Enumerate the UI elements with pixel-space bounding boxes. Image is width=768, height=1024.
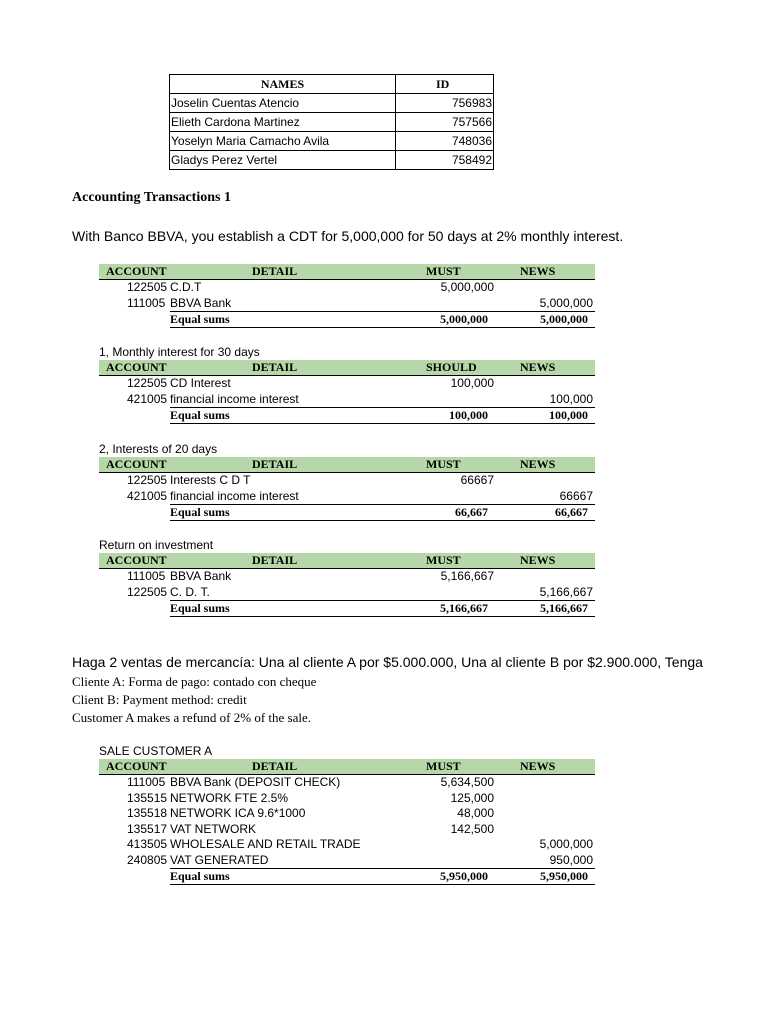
account-detail: financial income interest — [170, 391, 299, 406]
equal-sums-row — [170, 407, 595, 424]
account-detail: NETWORK ICA 9.6*1000 — [170, 806, 306, 820]
sum-news: 5,950,000 — [540, 869, 588, 883]
table-row — [99, 296, 595, 312]
account-code: 135515 — [127, 790, 168, 805]
sum-must: 100,000 — [449, 408, 488, 422]
account-detail: C.D.T — [170, 280, 202, 294]
table-row — [99, 806, 595, 822]
student-id: 757566 — [396, 113, 494, 132]
must-value: 66667 — [460, 473, 494, 487]
table-row — [99, 853, 595, 869]
news-header: NEWS — [520, 457, 556, 471]
sum-news: 5,166,667 — [540, 601, 588, 615]
news-value: 100,000 — [549, 391, 593, 406]
account-code: 135517 — [127, 821, 168, 836]
equal-sums-row — [170, 868, 595, 885]
entry-header — [99, 759, 595, 775]
news-header: NEWS — [520, 264, 556, 278]
sum-news: 100,000 — [549, 408, 588, 422]
news-header: NEWS — [520, 759, 556, 773]
client-b-text: Client B: Payment method: credit — [72, 692, 247, 707]
journal-entry-return-on-investment — [99, 538, 595, 617]
news-value: 5,000,000 — [539, 837, 593, 851]
account-detail: financial income interest — [170, 488, 299, 503]
account-detail: VAT GENERATED — [170, 852, 269, 867]
student-id: 748036 — [396, 132, 494, 151]
news-value: 5,000,000 — [539, 295, 593, 310]
table-row — [99, 392, 595, 408]
news-value: 5,166,667 — [539, 584, 593, 599]
sum-label: Equal sums — [170, 505, 230, 519]
must-value: 5,166,667 — [440, 569, 494, 583]
account-code: 111005 — [127, 775, 166, 789]
entry-header — [99, 360, 595, 376]
journal-entry-sale-customer-a — [99, 744, 595, 885]
account-header: ACCOUNT — [106, 264, 167, 278]
must-header: SHOULD — [426, 360, 477, 374]
detail-header: DETAIL — [252, 759, 298, 773]
account-detail: WHOLESALE AND RETAIL TRADE — [170, 837, 361, 851]
account-header: ACCOUNT — [106, 360, 167, 374]
table-row — [99, 791, 595, 807]
student-name: Gladys Perez Vertel — [170, 151, 396, 170]
must-header: MUST — [426, 553, 461, 567]
names-column-header: NAMES — [170, 75, 396, 94]
news-header: NEWS — [520, 553, 556, 567]
must-header: MUST — [426, 759, 461, 773]
entry-header — [99, 264, 595, 280]
news-header: NEWS — [520, 360, 556, 374]
entry-label: 2, Interests of 20 days — [99, 442, 218, 456]
account-header: ACCOUNT — [106, 759, 167, 773]
detail-header: DETAIL — [252, 264, 298, 278]
detail-header: DETAIL — [252, 553, 298, 567]
student-name: Yoselyn Maria Camacho Avila — [170, 132, 396, 151]
table-row — [170, 113, 494, 132]
student-id: 758492 — [396, 151, 494, 170]
table-row — [99, 376, 595, 392]
news-value: 950,000 — [549, 852, 593, 867]
section-title: Accounting Transactions 1 — [72, 190, 231, 205]
account-code: 111005 — [127, 295, 166, 310]
table-row — [99, 822, 595, 838]
news-value: 66667 — [559, 488, 593, 503]
account-code: 122505 — [127, 584, 168, 599]
table-row — [99, 489, 595, 505]
must-value: 48,000 — [457, 806, 494, 820]
table-row — [170, 132, 494, 151]
must-value: 125,000 — [450, 790, 494, 805]
sum-label: Equal sums — [170, 408, 230, 422]
account-detail: BBVA Bank — [170, 295, 232, 310]
table-row — [170, 151, 494, 170]
account-code: 240805 — [127, 852, 168, 867]
journal-entry-monthly-interest — [99, 345, 595, 424]
account-header: ACCOUNT — [106, 457, 167, 471]
sum-must: 66,667 — [455, 505, 488, 519]
entry-label: 1, Monthly interest for 30 days — [99, 345, 260, 359]
student-name: Elieth Cardona Martinez — [170, 113, 396, 132]
id-column-header: ID — [396, 75, 494, 94]
student-name: Joselin Cuentas Atencio — [170, 94, 396, 113]
equal-sums-row — [170, 311, 595, 328]
names-table — [169, 74, 494, 170]
account-detail: C. D. T. — [170, 584, 210, 599]
entry-label: SALE CUSTOMER A — [99, 744, 213, 758]
table-row — [99, 585, 595, 601]
sum-label: Equal sums — [170, 312, 230, 326]
account-code: 122505 — [127, 376, 168, 390]
names-table-header — [170, 75, 494, 94]
account-detail: Interests C D T — [170, 473, 251, 487]
must-header: MUST — [426, 457, 461, 471]
table-row — [99, 569, 595, 585]
table-row — [99, 775, 595, 791]
must-value: 5,634,500 — [440, 775, 494, 789]
table-row — [99, 473, 595, 489]
account-code: 122505 — [127, 473, 168, 487]
journal-entry-cdt — [99, 264, 595, 328]
sum-label: Equal sums — [170, 869, 230, 883]
equal-sums-row — [170, 600, 595, 617]
account-detail: VAT NETWORK — [170, 821, 257, 836]
table-row — [99, 837, 595, 853]
sum-news: 66,667 — [555, 505, 588, 519]
must-header: MUST — [426, 264, 461, 278]
account-detail: CD Interest — [170, 376, 231, 390]
table-row — [170, 94, 494, 113]
account-code: 135518 — [127, 806, 168, 820]
student-id: 756983 — [396, 94, 494, 113]
journal-entry-20-day-interest — [99, 442, 595, 521]
entry-header — [99, 553, 595, 569]
account-code: 111005 — [127, 569, 166, 583]
sum-news: 5,000,000 — [540, 312, 588, 326]
sum-must: 5,166,667 — [440, 601, 488, 615]
sum-label: Equal sums — [170, 601, 230, 615]
table-row — [99, 280, 595, 296]
account-detail: NETWORK FTE 2.5% — [170, 790, 289, 805]
must-value: 142,500 — [450, 821, 494, 836]
must-value: 5,000,000 — [440, 280, 494, 294]
detail-header: DETAIL — [252, 457, 298, 471]
sales-instructions: Haga 2 ventas de mercancía: Una al cliente A por $5.000.000, Una al cliente B por $2.900.000, Tenga — [72, 654, 703, 670]
sum-must: 5,000,000 — [440, 312, 488, 326]
account-detail: BBVA Bank — [170, 569, 232, 583]
refund-text: Customer A makes a refund of 2% of the sale. — [72, 710, 311, 725]
entry-label: Return on investment — [99, 538, 214, 552]
detail-header: DETAIL — [252, 360, 298, 374]
account-code: 421005 — [127, 391, 168, 406]
sum-must: 5,950,000 — [440, 869, 488, 883]
equal-sums-row — [170, 504, 595, 521]
must-value: 100,000 — [450, 376, 494, 390]
account-code: 122505 — [127, 280, 168, 294]
account-code: 413505 — [127, 837, 168, 851]
account-code: 421005 — [127, 488, 168, 503]
client-a-text: Cliente A: Forma de pago: contado con cheque — [72, 674, 317, 689]
account-detail: BBVA Bank (DEPOSIT CHECK) — [170, 775, 341, 789]
entry-header — [99, 457, 595, 473]
account-header: ACCOUNT — [106, 553, 167, 567]
intro-text: With Banco BBVA, you establish a CDT for 5,000,000 for 50 days at 2% monthly interest. — [72, 228, 624, 244]
